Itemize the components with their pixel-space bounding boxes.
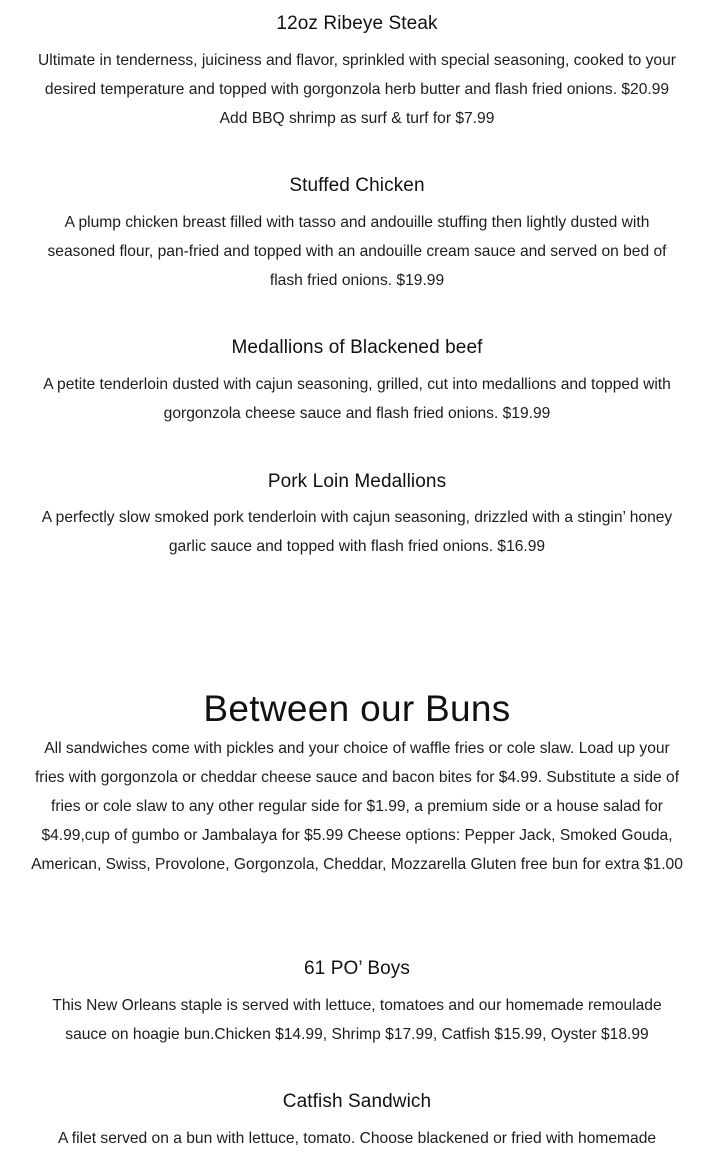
menu-item-description-pork-loin: A perfectly slow smoked pork tenderloin with cajun seasoning, drizzled with a stingin’ honey garlic sauce and topped with flash fried onions. $16.99 xyxy=(41,509,673,555)
menu-item-title-po-boys: 61 PO’ Boys xyxy=(304,958,410,979)
menu-item-description-stuffed-chicken: A plump chicken breast filled with tasso and andouille stuffing then lightly dusted with seasoned flour, pan-fried and topped with an andouille cream sauce and served on bed of flash fried onions. $19.99 xyxy=(47,214,667,289)
menu-item-description-po-boys: This New Orleans staple is served with lettuce, tomatoes and our homemade remoulade sauce on hoagie bun.Chicken $14.99, Shrimp $17.99, Catfish $15.99, Oyster $18.99 xyxy=(52,997,662,1043)
section-description-sandwiches: All sandwiches come with pickles and your choice of waffle fries or cole slaw. Load up your fries with gorgonzola or cheddar cheese sauce and bacon bites for $4.99. Substitute a side of fries or cole slaw to any other regular side for $1.99, a premium side or a house salad for $4.99,cup of gumbo or Jambalaya for $5.99 Cheese options: Pepper Jack, Smoked Gouda, American, Swiss, Provolone, Gorgonzola, Cheddar, Mozzarella Gluten free bun for extra $1.00 xyxy=(31,740,683,873)
menu-item-title-blackened-beef: Medallions of Blackened beef xyxy=(231,337,483,358)
menu-item-title-pork-loin: Pork Loin Medallions xyxy=(267,471,447,492)
menu-item-description-ribeye: Ultimate in tenderness, juiciness and flavor, sprinkled with special seasoning, cooked to your desired temperature and topped with gorgonzola herb butter and flash fried onions. $20.99 Add BBQ shrimp as surf & turf for $7.99 xyxy=(38,52,676,127)
section-title-between-our-buns: Between our Buns xyxy=(203,688,511,729)
menu-item-title-stuffed-chicken: Stuffed Chicken xyxy=(289,175,425,196)
menu-item-title-catfish-sandwich: Catfish Sandwich xyxy=(282,1091,432,1112)
menu-item-description-blackened-beef: A petite tenderloin dusted with cajun seasoning, grilled, cut into medallions and topped with gorgonzola cheese sauce and flash fried onions. $19.99 xyxy=(43,376,671,422)
menu-item-title-ribeye: 12oz Ribeye Steak xyxy=(276,13,438,34)
menu-item-description-catfish-sandwich: A filet served on a bun with lettuce, tomato. Choose blackened or fried with homemade xyxy=(57,1130,657,1147)
